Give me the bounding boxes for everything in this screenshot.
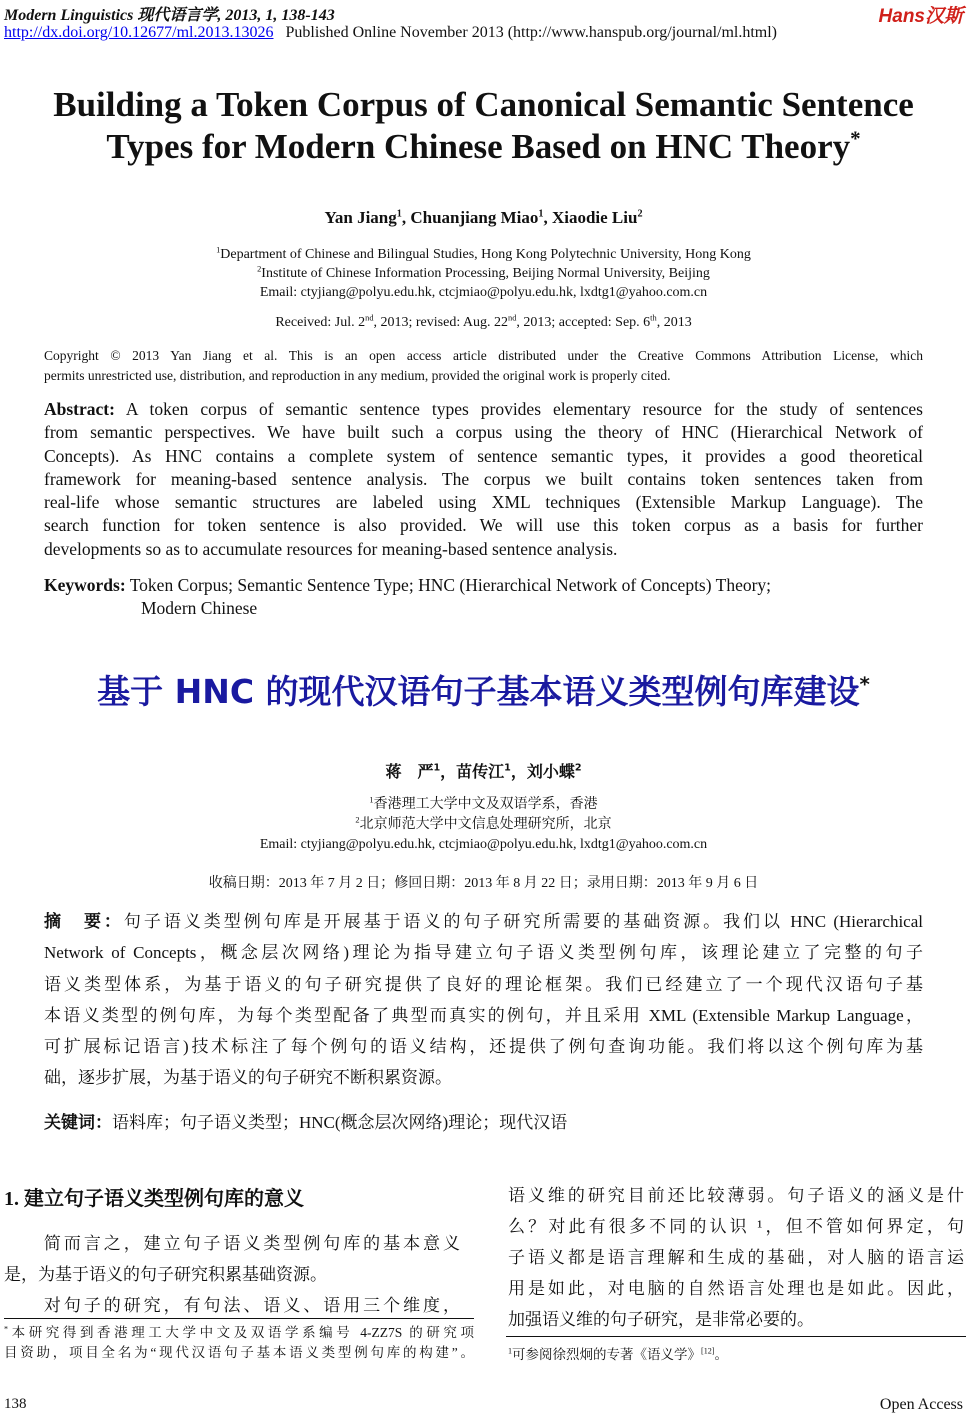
cn-dates: 收稿日期：2013 年 7 月 2 日；修回日期：2013 年 8 月 22 日；录用日期：2013 年 9 月 6 日 — [208, 876, 759, 891]
author-sup: 1 — [396, 208, 402, 220]
aff-text: Institute of Chinese Information Processing, Beijing Normal University, Beijing — [261, 266, 710, 281]
aff-text: Department of Chinese and Bilingual Studies, Hong Kong Polytechnic University, Hong Kong — [220, 247, 751, 262]
t: 本研究得到香港理工大学中文及双语学系编号 4-ZZ7S 的研究项 — [8, 1325, 474, 1340]
cn-abstract-line — [44, 906, 923, 937]
d: , 2013; revised: Aug. 22 — [373, 315, 509, 330]
cn-abstract-label: 摘 要： — [44, 912, 124, 931]
ref: [12] — [701, 1346, 715, 1356]
author: Yan Jiang — [324, 208, 397, 227]
email: Email: ctyjiang@polyu.edu.hk, ctcjmiao@polyu.edu.hk, lxdtg1@yahoo.com.cn — [259, 285, 708, 300]
author-sup: 2 — [637, 208, 643, 220]
cn-abstract-line: 础，逐步扩展，为基于语义的句子研究不断积累资源。 — [44, 1068, 452, 1088]
cn-title-text: 基于 HNC 的现代汉语句子基本语义类型例句库建设 — [97, 672, 860, 711]
cn-keywords — [44, 1108, 567, 1133]
t: 北京师范大学中文信息处理研究所，北京 — [359, 817, 612, 832]
aff-sup: 1 — [216, 245, 221, 255]
copyright-line: Copyright © 2013 Yan Jiang et al. This is an open access article distributed under the Creative Commons Attribution License, which — [44, 348, 923, 363]
journal-header: Modern Linguistics 现代语言学, 2013, 1, 138-143 — [4, 7, 335, 24]
cn-abstract — [44, 906, 923, 1094]
chinese-title — [0, 666, 967, 713]
title-footnote-mark: * — [850, 126, 861, 151]
body-line: 加强语义维的句子研究，是非常必要的。 — [508, 1310, 814, 1329]
cn-title-mark: * — [859, 673, 870, 696]
copyright — [44, 346, 923, 386]
d-sup: nd — [365, 313, 374, 323]
author: ，苗传江 — [440, 762, 505, 781]
title-line-1: Building a Token Corpus of Canonical Semantic Sentence — [53, 85, 914, 124]
aff-sup: 2 — [257, 264, 262, 274]
cn-abstract-line: 可扩展标记语言)技术标注了每个例句的语义结构，还提供了例句查询功能。我们将以这个例句库为基 — [44, 1037, 923, 1057]
keywords-label: Keywords: — [44, 575, 126, 595]
keywords — [44, 574, 771, 620]
fn-line: 目资助，项目全名为“现代汉语句子基本语义类型例句库的构建”。 — [4, 1345, 474, 1360]
body-line: 么？对此有很多不同的认识 ¹，但不管如何界定，句 — [508, 1217, 964, 1236]
abstract — [44, 398, 923, 561]
abstract-line — [44, 398, 923, 421]
open-access-label: Open Access — [879, 1396, 963, 1413]
d-sup: nd — [508, 313, 517, 323]
doi-line — [4, 24, 777, 42]
d: Received: Jul. 2 — [275, 315, 366, 330]
fn-mark: * — [4, 1324, 9, 1334]
sup: 1 — [433, 762, 441, 774]
affiliation-2 — [0, 264, 967, 283]
t: A token corpus of semantic sentence types provides elementary resource for the study of sentences — [114, 399, 923, 419]
abstract-line: framework for meaning-based sentence analysis. The corpus we built contains token sentences taken from — [44, 468, 923, 489]
cn-abstract-line: 本语义类型的例句库，为每个类型配备了典型而真实的例句，并且采用 XML (Extensible Markup Language， — [44, 1005, 923, 1025]
footnote-rule — [506, 1336, 966, 1337]
cn-aff-1 — [0, 795, 967, 815]
affiliations — [0, 245, 967, 302]
page-number: 138 — [4, 1396, 27, 1412]
received-dates — [0, 315, 967, 331]
abstract-line: Concepts). As HNC contains a complete system of sentence semantic types, it provides a good theoretical — [44, 445, 923, 466]
cn-abstract-line: 语义类型体系，为基于语义的句子研究提供了良好的理论框架。我们已经建立了一个现代汉语句子基 — [44, 974, 923, 994]
cn-email: Email: ctyjiang@polyu.edu.hk, ctcjmiao@polyu.edu.hk, lxdtg1@yahoo.com.cn — [259, 837, 708, 852]
cn-affiliations — [0, 795, 967, 855]
cn-keywords-text: 语料库；句子语义类型；HNC(概念层次网络)理论；现代汉语 — [112, 1113, 568, 1132]
keywords-text: Token Corpus; Semantic Sentence Type; HNC (Hierarchical Network of Concepts) Theory; — [125, 575, 772, 595]
author: 蒋 严 — [385, 762, 434, 781]
fn-line — [4, 1323, 474, 1343]
cn-aff-2 — [0, 815, 967, 835]
t: 香港理工大学中文及双语学系，香港 — [373, 797, 598, 812]
abstract-label: Abstract: — [44, 399, 115, 419]
title-line-2-text: Types for Modern Chinese Based on HNC Theory — [106, 127, 851, 166]
sup: 2 — [574, 762, 582, 774]
copyright-line: permits unrestricted use, distribution, and reproduction in any medium, provided the original work is properly cited. — [44, 368, 671, 383]
author: Xiaodie Liu — [551, 208, 638, 227]
abstract-line: developments so as to accumulate resources for meaning-based sentence analysis. — [44, 538, 618, 559]
right-column — [508, 1180, 964, 1335]
t: 句子语义类型例句库是开展基于语义的句子研究所需要的基础资源。我们以 HNC (Hierarchical — [123, 912, 924, 931]
left-column — [4, 1228, 460, 1321]
t: 可参阅徐烈炯的专著《语义学》 — [512, 1347, 702, 1362]
body-line: 子语义都是语言理解和生成的基础，对人脑的语言运 — [508, 1248, 964, 1267]
t: 。 — [714, 1347, 729, 1362]
author: ，刘小蝶 — [510, 762, 575, 781]
cn-keywords-label: 关键词： — [44, 1113, 112, 1132]
body-line: 用是如此，对电脑的自然语言处理也是如此。因此， — [508, 1279, 964, 1298]
paper-title — [0, 84, 967, 168]
body-line: 语义维的研究目前还比较薄弱。句子语义的涵义是什 — [508, 1186, 964, 1205]
body-line: 是，为基于语义的句子研究积累基础资源。 — [4, 1265, 327, 1284]
section-heading: 1. 建立句子语义类型例句库的意义 — [4, 1188, 304, 1210]
sup: 1 — [504, 762, 511, 774]
abstract-line: real-life whose semantic structures are labeled using XML techniques (Extensible Markup Language). The — [44, 492, 923, 513]
cn-abstract-line: Network of Concepts，概念层次网络)理论为指导建立句子语义类型例句库，该理论建立了完整的句子 — [44, 943, 923, 963]
left-footnote — [4, 1323, 474, 1363]
affiliation-1 — [0, 245, 967, 264]
d: , 2013; accepted: Sep. 6 — [516, 315, 651, 330]
published-info: Published Online November 2013 (http://www.hanspub.org/journal/ml.html) — [285, 24, 778, 41]
title-line-2 — [0, 126, 967, 168]
sup: 1 — [369, 795, 374, 805]
body-line: 对句子的研究，有句法、语义、语用三个维度， — [4, 1296, 460, 1315]
footnote-rule — [4, 1318, 474, 1319]
abstract-line: search function for token sentence is also provided. We will use this token corpus as a basis for further — [44, 515, 923, 536]
right-footnote — [508, 1343, 728, 1363]
author-sup: 1 — [538, 208, 544, 220]
body-line: 简而言之，建立句子语义类型例句库的基本意义 — [4, 1234, 460, 1253]
keywords-text: Modern Chinese — [141, 598, 258, 618]
author: Chuanjiang Miao — [410, 208, 539, 227]
authors: Yan Jiang$^1$, Chuanjiang Miao$^1$, Xiaodie Liu$^2$ — [324, 208, 643, 227]
d: , 2013 — [656, 315, 692, 330]
d-sup: th — [650, 313, 657, 323]
doi-link[interactable]: http://dx.doi.org/10.12677/ml.2013.13026 — [4, 24, 274, 41]
abstract-line: from semantic perspectives. We have built such a corpus using the theory of HNC (Hierarchical Network of — [44, 422, 923, 443]
hans-logo: Hans汉斯 — [878, 6, 963, 27]
cn-authors — [0, 759, 967, 782]
fn-mark: 1 — [508, 1346, 513, 1356]
sup: 2 — [355, 815, 360, 825]
